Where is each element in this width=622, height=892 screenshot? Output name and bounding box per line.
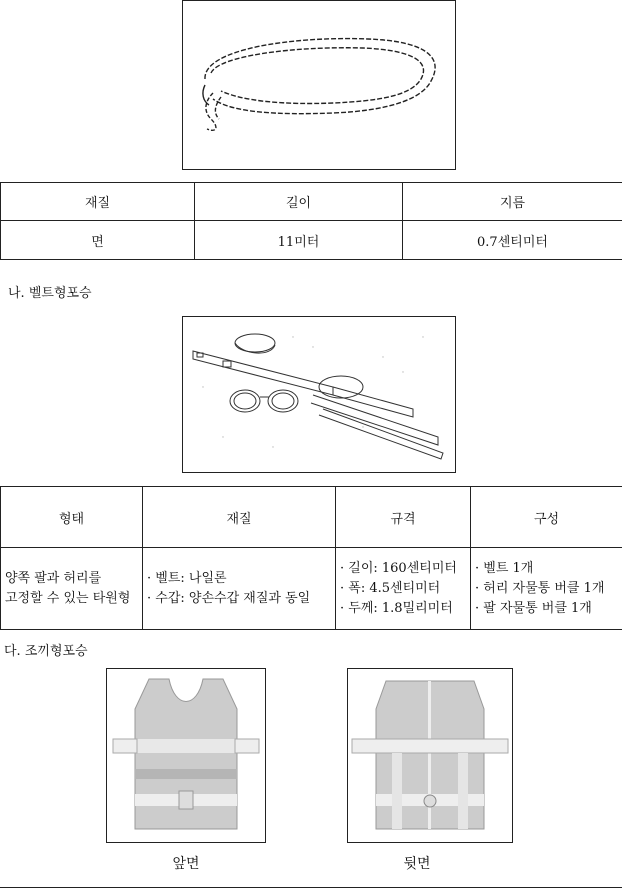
- section-b-heading: 나. 벨트형포승: [8, 286, 92, 301]
- belt-spec-cell: [336, 548, 471, 630]
- belt-spec-line: · 폭: 4.5센티미터: [340, 580, 441, 596]
- rope-value-diameter: 0.7센티미터: [403, 221, 622, 260]
- belt-header-composition: 구성: [471, 487, 622, 548]
- belt-form-cell: [1, 548, 143, 630]
- belt-composition-line: · 팔 자물통 버클 1개: [475, 600, 592, 616]
- rope-value-length: 11미터: [195, 221, 403, 260]
- rope-header-material: 재질: [1, 183, 195, 221]
- vest-front-caption: 앞면: [172, 856, 200, 872]
- belt-form-line: 고정할 수 있는 타원형: [5, 590, 131, 606]
- rope-spec-table: [0, 182, 622, 260]
- belt-material-cell: [143, 548, 336, 630]
- belt-material-line: · 수갑: 양손수갑 재질과 동일: [147, 590, 311, 606]
- rope-header-length: 길이: [195, 183, 403, 221]
- belt-spec-line: · 길이: 160센티미터: [340, 560, 457, 576]
- rope-value-material: 면: [1, 221, 195, 260]
- belt-material-line: · 벨트: 나일론: [147, 570, 227, 586]
- belt-composition-cell: [471, 548, 622, 630]
- bottom-rule: [0, 887, 622, 888]
- rope-image: [182, 0, 456, 170]
- belt-header-material: 재질: [143, 487, 336, 548]
- belt-header-form: 형태: [1, 487, 143, 548]
- vest-back-caption: 뒷면: [403, 856, 431, 872]
- belt-restraint-image: [182, 316, 456, 473]
- belt-spec-table: [0, 486, 622, 630]
- belt-header-spec: 규격: [336, 487, 471, 548]
- belt-form-line: 양쪽 팔과 허리를: [5, 570, 102, 586]
- vest-back-image: [347, 668, 513, 843]
- belt-composition-line: · 허리 자물통 버클 1개: [475, 580, 605, 596]
- section-c-heading: 다. 조끼형포승: [4, 644, 88, 659]
- belt-spec-line: · 두께: 1.8밀리미터: [340, 600, 453, 616]
- rope-header-diameter: 지름: [403, 183, 622, 221]
- vest-front-image: [106, 668, 266, 843]
- belt-composition-line: · 벨트 1개: [475, 560, 534, 576]
